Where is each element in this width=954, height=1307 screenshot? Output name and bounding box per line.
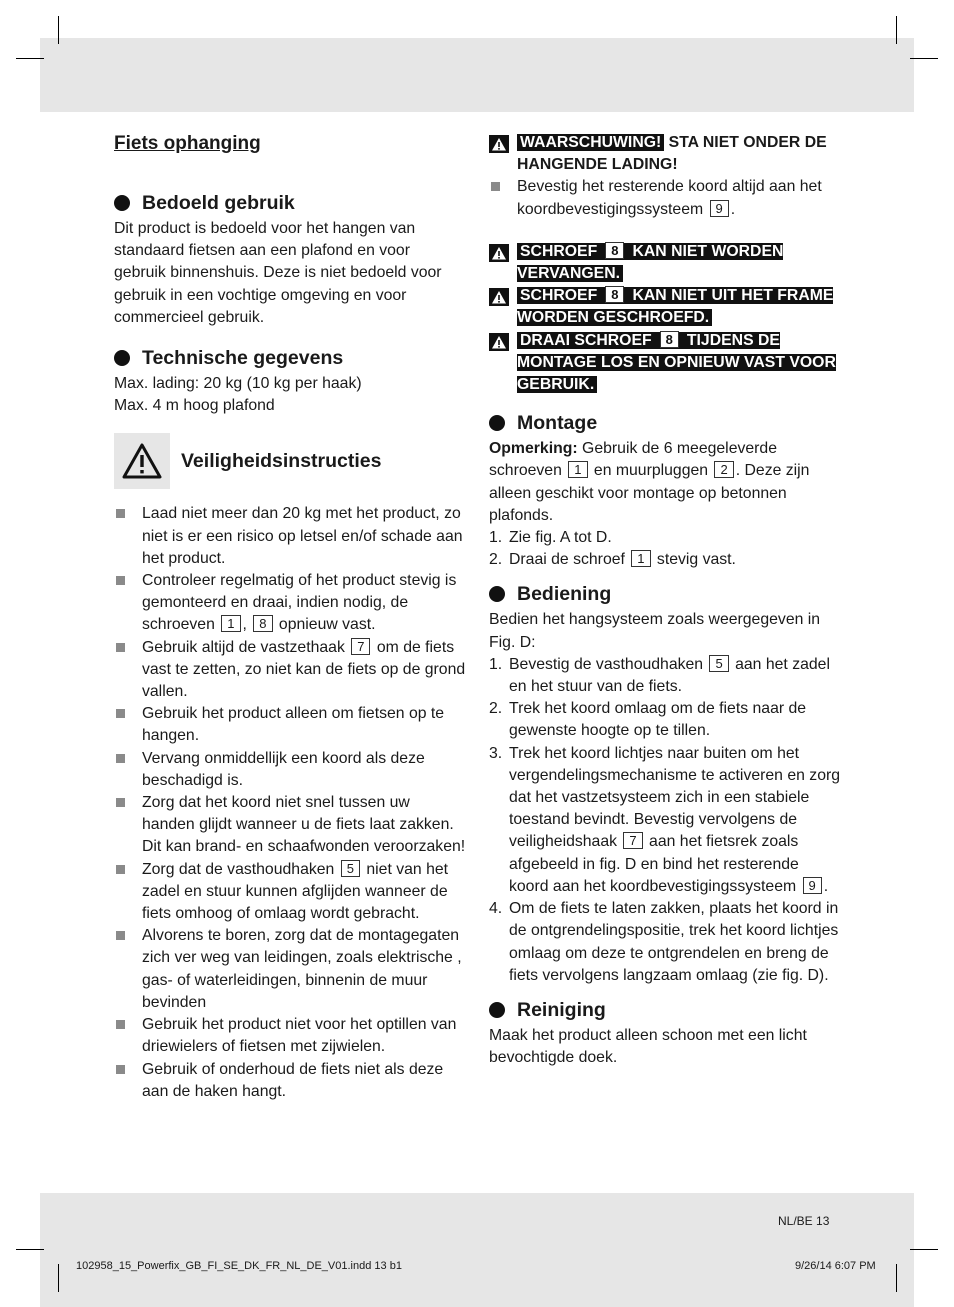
part-ref: 1 xyxy=(631,550,650,567)
warning-triangle-icon xyxy=(122,443,162,479)
section-bediening xyxy=(489,581,841,607)
part-ref: 8 xyxy=(605,242,624,259)
tech-line-ceiling: Max. 4 m hoog plafond xyxy=(114,397,275,415)
section-montage xyxy=(489,410,841,436)
part-ref: 1 xyxy=(568,461,587,478)
list-item: Laad niet meer dan 20 kg met het product, zo niet is er een risico op letsel en/of schade aan het product. xyxy=(114,503,466,570)
bullet-dot-icon xyxy=(114,195,130,211)
warning-label: WAARSCHUWING! xyxy=(517,134,664,151)
page-number: NL/BE 13 xyxy=(778,1214,830,1228)
part-ref: 2 xyxy=(714,461,733,478)
section-heading-text: Technische gegevens xyxy=(142,347,344,370)
warning-triangle-icon xyxy=(489,244,509,262)
warning-triangle-icon xyxy=(489,333,509,351)
bediening-steps xyxy=(489,654,841,987)
page-title: Fiets ophanging xyxy=(114,133,261,154)
crop-mark xyxy=(16,58,44,59)
print-date: 9/26/14 6:07 PM xyxy=(795,1260,876,1272)
part-ref: 7 xyxy=(623,832,642,849)
list-item: Vervang onmiddellijk een koord als deze beschadigd is. xyxy=(114,748,466,792)
crop-mark xyxy=(910,1249,938,1250)
warning-triangle-icon xyxy=(489,288,509,306)
warning-screw-3: DRAAI SCHROEF 8 TIJDENS DE MONTAGE LOS EN OPNIEUW VAST VOOR GEBRUIK. xyxy=(489,330,841,397)
list-item: 2. Trek het koord omlaag om de fiets naar de gewenste hoogte op te tillen. xyxy=(489,700,807,740)
list-item: Zorg dat de vasthoudhaken 5 niet van het zadel en stuur kunnen afglijden wanneer de fiets omhoog of omlaag wordt gebracht. xyxy=(114,859,466,926)
warning-triangle-icon xyxy=(489,135,509,153)
list-item: Zorg dat het koord niet snel tussen uw handen glijdt wanneer u de fiets laat zakken. Dit kan brand- en schaafwonden veroorzaken! xyxy=(114,792,466,859)
safety-heading-box xyxy=(114,433,466,489)
bullet-dot-icon xyxy=(489,415,505,431)
list-item: Gebruik het product alleen om fietsen op te hangen. xyxy=(114,703,466,747)
part-ref: 1 xyxy=(221,615,240,632)
reiniging-text: Maak het product alleen schoon met een licht bevochtigde doek. xyxy=(489,1026,807,1067)
section-reiniging xyxy=(489,997,841,1023)
safety-tile xyxy=(114,433,170,489)
list-item: Alvorens te boren, zorg dat de montagegaten zich ver weg van leidingen, zoals elektrische , gas- of waterleidingen, binnenin de muur bevinden xyxy=(114,925,466,1014)
part-ref: 7 xyxy=(351,638,370,655)
warning-screw-2: SCHROEF 8 KAN NIET UIT HET FRAME WORDEN GESCHROEFD. xyxy=(489,285,841,329)
section-heading-text: Montage xyxy=(517,412,598,435)
list-item: Bevestig het resterende koord altijd aan het koordbevestigingssysteem 9 . xyxy=(489,176,841,220)
section-technical-data xyxy=(114,345,466,371)
safety-heading: Veiligheidsinstructies xyxy=(181,449,382,472)
part-ref: 5 xyxy=(341,860,360,877)
crop-mark xyxy=(896,16,897,44)
part-ref: 8 xyxy=(253,615,272,632)
footer-band xyxy=(40,1193,914,1307)
crop-mark xyxy=(58,1264,59,1292)
bullet-dot-icon xyxy=(489,586,505,602)
warning-text: STA NIET ONDER DE HANGENDE LADING! xyxy=(517,134,827,174)
crop-mark xyxy=(16,1249,44,1250)
montage-steps xyxy=(489,527,841,571)
section-heading-text: Bediening xyxy=(517,583,612,606)
crop-mark xyxy=(58,16,59,44)
right-column xyxy=(489,132,841,1069)
part-ref: 5 xyxy=(709,655,728,672)
list-item: Gebruik altijd de vastzethaak 7 om de fiets vast te zetten, zo niet kan de fiets op de grond vallen. xyxy=(114,637,466,704)
warning-hanging-load xyxy=(489,132,841,176)
list-item: 3. Trek het koord lichtjes naar buiten om het vergendelingsmechanisme te activeren en zorg dat het vastzetsysteem zich in een stabiele toestand bevindt. Bevestig vervolgens de veiligheidshaak 7 aan het fietsrek zoals afgebeeld in fig. D en bind het resterende koord aan het koordbevestigingssysteem 9 . xyxy=(489,744,841,895)
section-heading-text: Bedoeld gebruik xyxy=(142,192,295,214)
part-ref: 9 xyxy=(710,200,729,217)
section-intended-use xyxy=(114,190,466,216)
header-band xyxy=(40,38,914,112)
left-column xyxy=(114,128,466,1103)
part-ref: 8 xyxy=(605,286,624,303)
list-item: Gebruik het product niet voor het optillen van driewielers of fietsen met zijwielen. xyxy=(114,1014,466,1058)
file-info: 102958_15_Powerfix_GB_FI_SE_DK_FR_NL_DE_V01.indd 13 b1 xyxy=(76,1260,402,1272)
section-heading-text: Reiniging xyxy=(517,998,606,1021)
tech-line-load: Max. lading: 20 kg (10 kg per haak) xyxy=(114,375,362,393)
crop-mark xyxy=(896,1264,897,1292)
montage-note: Opmerking: Gebruik de 6 meegeleverde schroeven 1 en muurpluggen 2 . Deze zijn alleen geschikt voor montage op betonnen plafonds. xyxy=(489,440,810,524)
list-item: Gebruik of onderhoud de fiets niet als deze aan de haken hangt. xyxy=(114,1059,466,1103)
warning-screw-1: SCHROEF 8 KAN NIET WORDEN VERVANGEN. xyxy=(489,241,841,285)
list-item: 4. Om de fiets te laten zakken, plaats het koord in de ontgrendelingspositie, trek het koord lichtjes omlaag om deze te ontgrendelen en breng de fiets vervolgens langzaam omlaag (zie fig. D). xyxy=(489,900,839,984)
list-item: 2. Draai de schroef 1 stevig vast. xyxy=(489,551,736,569)
part-ref: 9 xyxy=(803,877,822,894)
list-item: 1. Zie fig. A tot D. xyxy=(489,529,612,547)
part-ref: 8 xyxy=(660,331,679,348)
list-item: 1. Bevestig de vasthoudhaken 5 aan het zadel en het stuur van de fiets. xyxy=(489,655,830,696)
list-item: Controleer regelmatig of het product stevig is gemonteerd en draai, indien nodig, de schroeven 1 , 8 opnieuw vast. xyxy=(114,570,466,637)
bullet-dot-icon xyxy=(114,350,130,366)
intended-use-text: Dit product is bedoeld voor het hangen van standaard fietsen aan een plafond en voor gebruik binnenshuis. Deze is niet bedoeld voor gebruik in een vochtige omgeving en voor commercieel gebruik. xyxy=(114,220,442,326)
safety-list xyxy=(114,503,466,1102)
warning-list xyxy=(489,176,841,220)
crop-mark xyxy=(910,58,938,59)
bullet-dot-icon xyxy=(489,1002,505,1018)
bediening-intro: Bedien het hangsysteem zoals weergegeven in Fig. D: xyxy=(489,611,821,651)
